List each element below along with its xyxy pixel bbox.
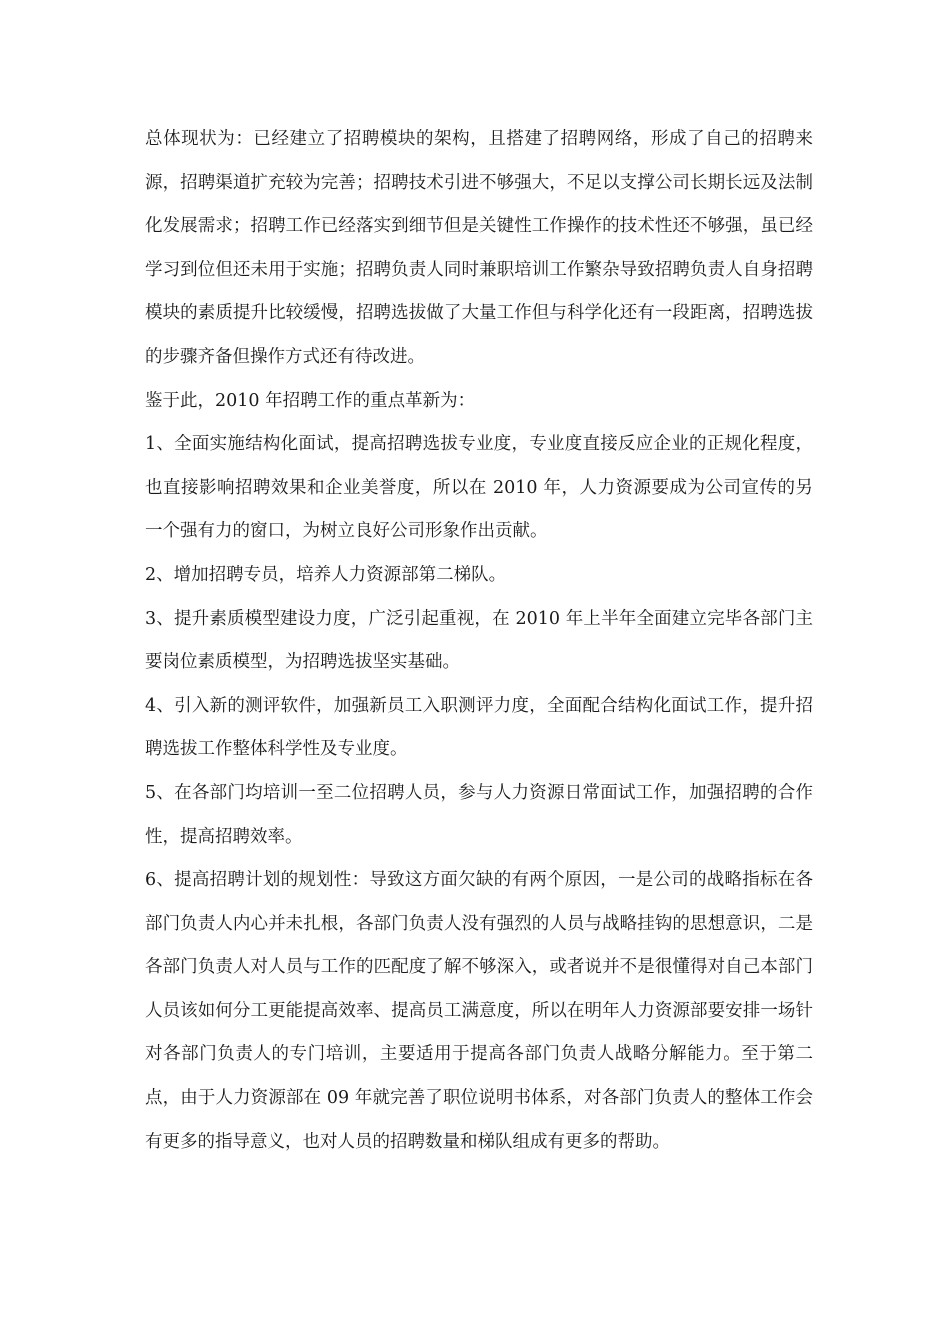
document-body [145,118,813,1164]
paragraph-item-3: 3、提升素质模型建设力度，广泛引起重视，在 2010 年上半年全面建立完毕各部门主要岗位素质模型，为招聘选拔坚实基础。 [145,608,813,673]
paragraph-item-2: 2、增加招聘专员，培养人力资源部第二梯队。 [145,564,507,585]
paragraph-item-5: 5、在各部门均培训一至二位招聘人员，参与人力资源日常面试工作，加强招聘的合作性，提高招聘效率。 [145,782,813,847]
paragraph-item-6: 6、提高招聘计划的规划性：导致这方面欠缺的有两个原因，一是公司的战略指标在各部门负责人内心并未扎根，各部门负责人没有强烈的人员与战略挂钩的思想意识，二是各部门负责人对人员与工作的匹配度了解不够深入，或者说并不是很懂得对自己本部门人员该如何分工更能提高效率、提高员工满意度，所以在明年人力资源部要安排一场针对各部门负责人的专门培训，主要适用于提高各部门负责人战略分解能力。至于第二点，由于人力资源部在 09 年就完善了职位说明书体系，对各部门负责人的整体工作会有更多的指导意义，也对人员的招聘数量和梯队组成有更多的帮助。 [145,870,813,1152]
paragraph-status-summary: 总体现状为：已经建立了招聘模块的架构，且搭建了招聘网络，形成了自己的招聘来源，招聘渠道扩充较为完善；招聘技术引进不够强大，不足以支撑公司长期长远及法制化发展需求；招聘工作已经落实到细节但是关键性工作操作的技术性还不够强，虽已经学习到位但还未用于实施；招聘负责人同时兼职培训工作繁杂导致招聘负责人自身招聘模块的素质提升比较缓慢，招聘选拔做了大量工作但与科学化还有一段距离，招聘选拔的步骤齐备但操作方式还有待改进。 [145,129,813,367]
paragraph-item-1: 1、全面实施结构化面试，提高招聘选拔专业度，专业度直接反应企业的正规化程度，也直接影响招聘效果和企业美誉度，所以在 2010 年，人力资源要成为公司宣传的另一个强有力的窗口，为树立良好公司形象作出贡献。 [145,434,813,542]
paragraph-intro: 鉴于此，2010 年招聘工作的重点革新为： [145,390,476,411]
paragraph-item-4: 4、引入新的测评软件，加强新员工入职测评力度，全面配合结构化面试工作，提升招聘选拔工作整体科学性及专业度。 [145,695,813,760]
